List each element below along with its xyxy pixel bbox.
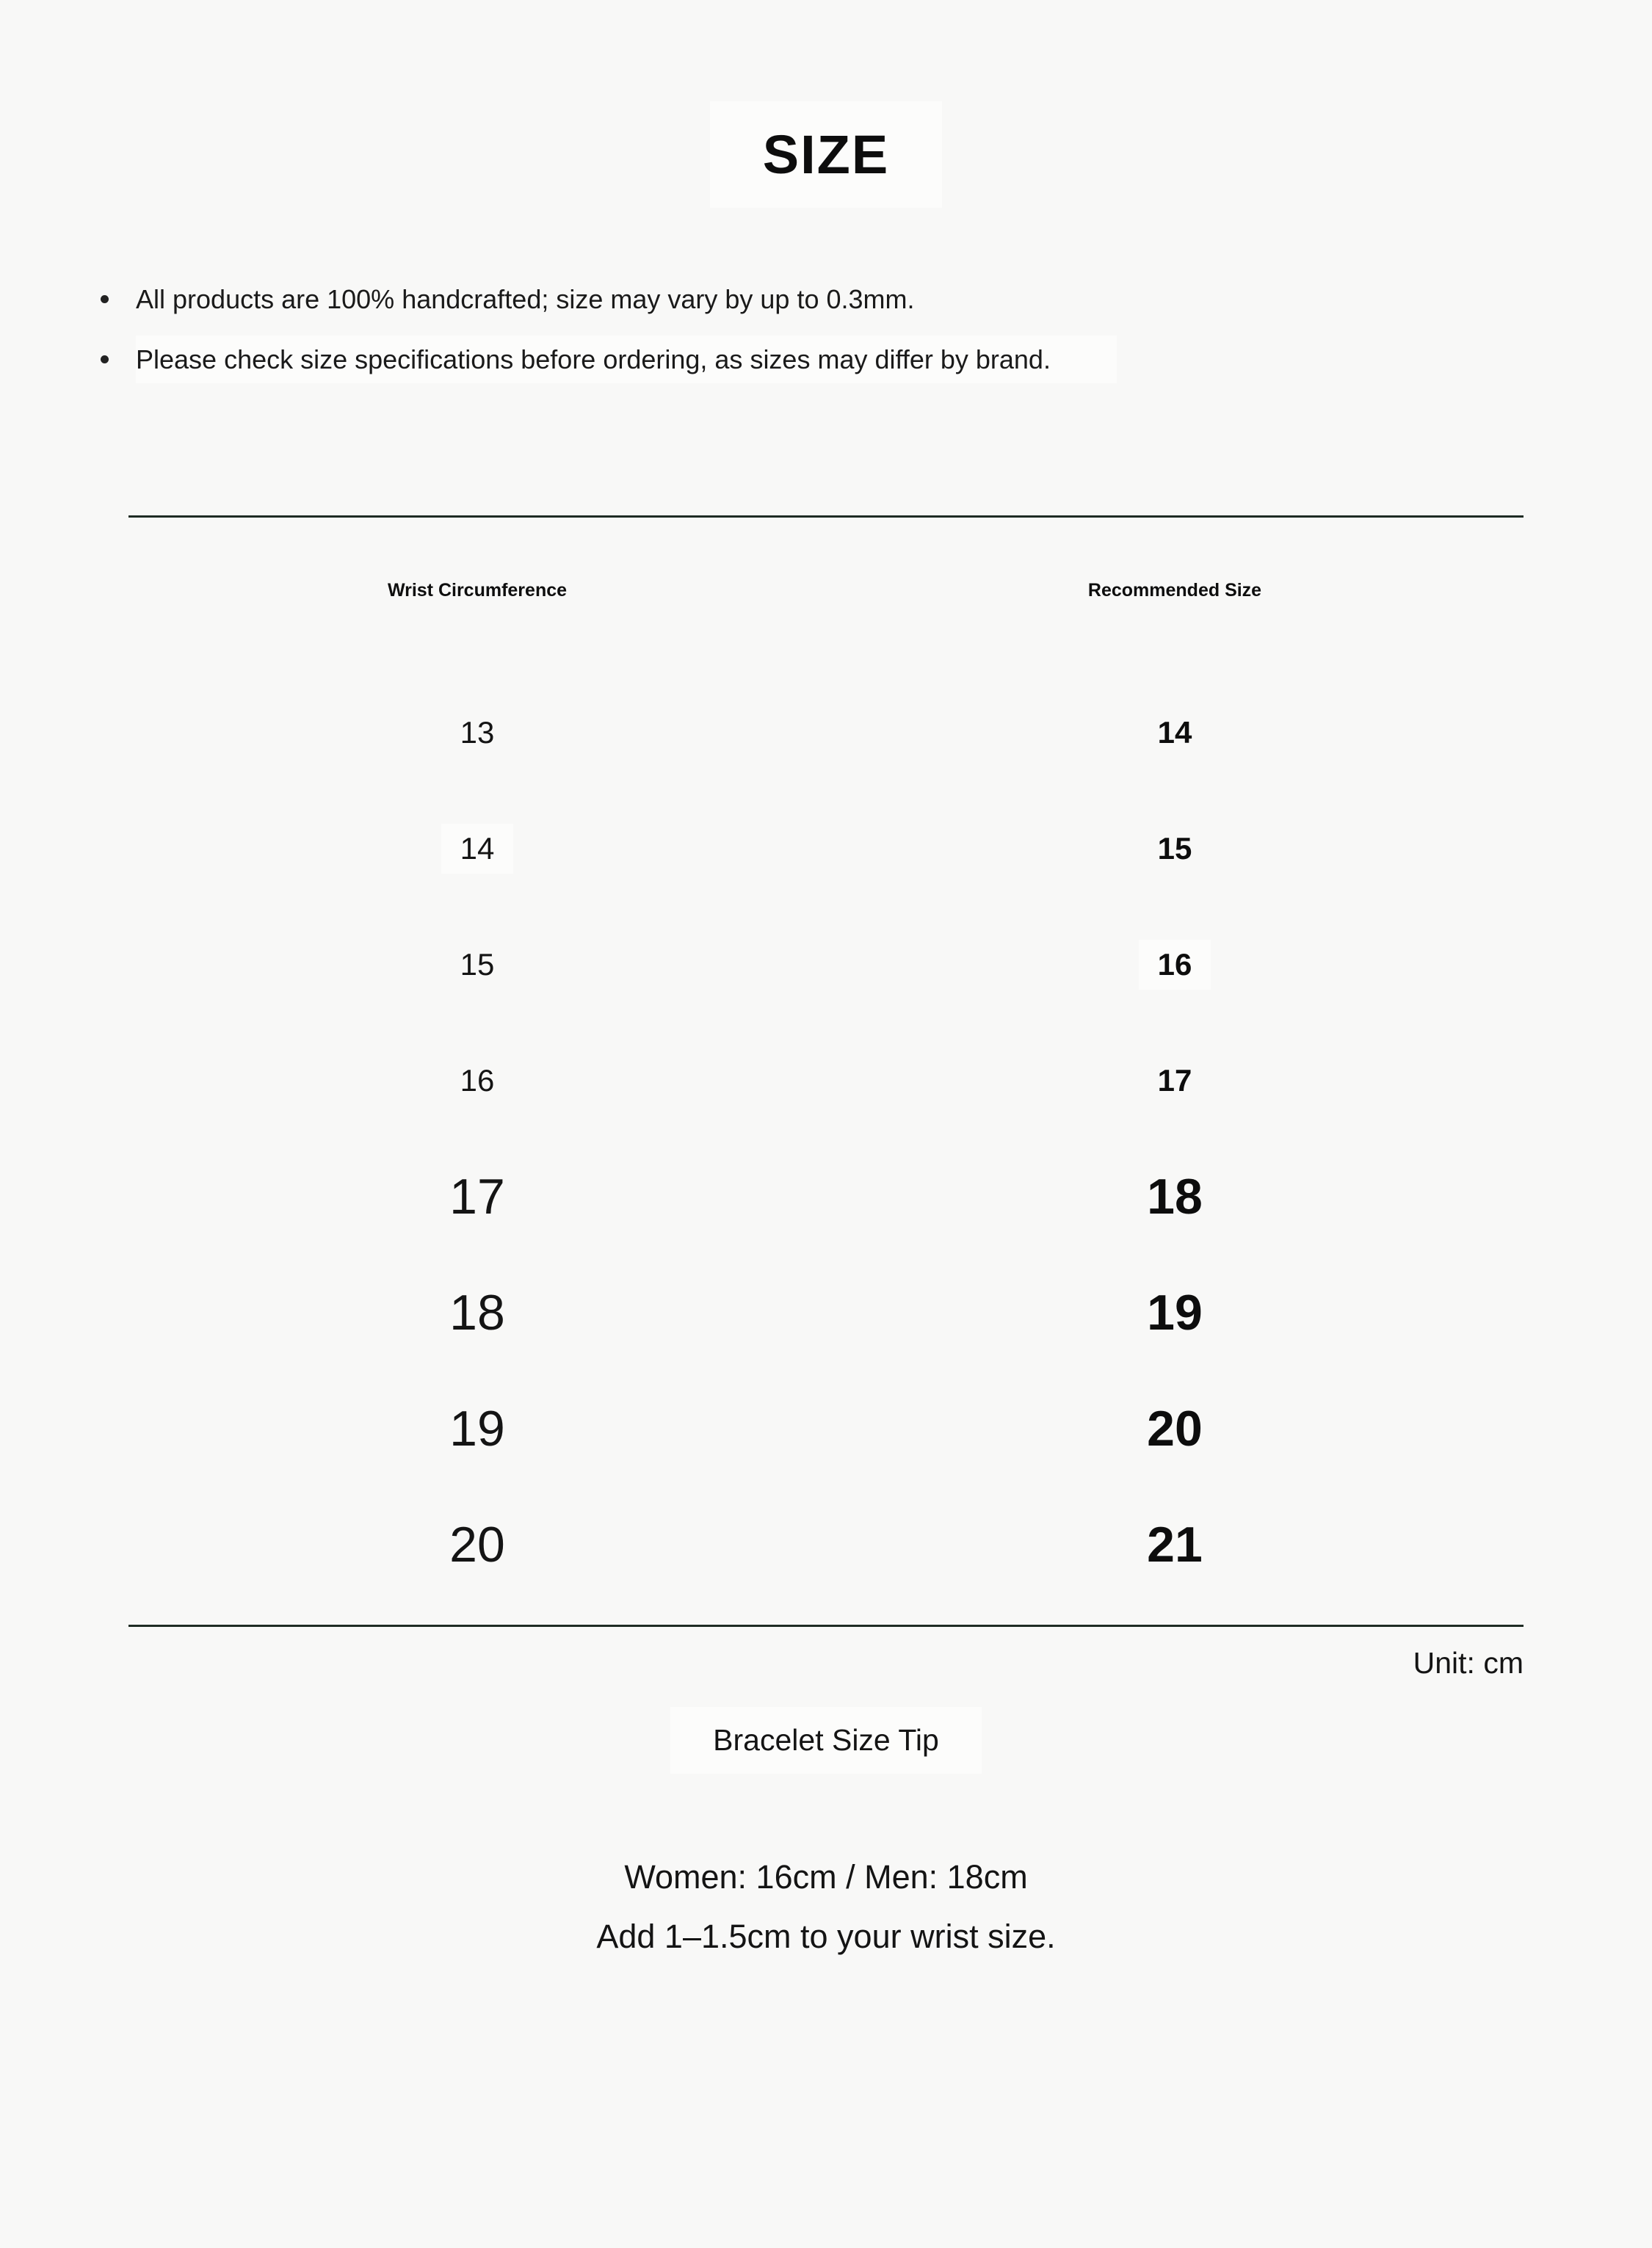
table-row bbox=[128, 1487, 1524, 1603]
bullet-icon bbox=[101, 295, 109, 303]
table-row bbox=[128, 1371, 1524, 1487]
table-row bbox=[128, 791, 1524, 907]
size-cell: 18 bbox=[1147, 1169, 1203, 1225]
page-title bbox=[0, 101, 1652, 208]
wrist-cell: 18 bbox=[449, 1285, 505, 1341]
tip-line: Add 1–1.5cm to your wrist size. bbox=[596, 1918, 1056, 1956]
wrist-cell: 16 bbox=[460, 1063, 495, 1098]
notes-list bbox=[101, 281, 1652, 383]
wrist-circumference-header: Wrist Circumference bbox=[387, 580, 568, 601]
wrist-value: 14 bbox=[441, 824, 514, 874]
size-value: 16 bbox=[1139, 940, 1211, 990]
wrist-cell: 17 bbox=[449, 1169, 505, 1225]
size-cell: 17 bbox=[1157, 1063, 1192, 1098]
table-row bbox=[128, 675, 1524, 791]
unit-label: Unit: cm bbox=[1413, 1646, 1524, 1680]
size-cell: 19 bbox=[1147, 1285, 1203, 1341]
page-title-text: SIZE bbox=[710, 101, 942, 208]
size-cell: 20 bbox=[1147, 1401, 1203, 1457]
recommended-size-header: Recommended Size bbox=[1087, 580, 1262, 601]
wrist-cell bbox=[128, 824, 826, 874]
wrist-cell: 15 bbox=[460, 947, 495, 982]
table-header-row bbox=[128, 518, 1524, 675]
tip-title bbox=[0, 1707, 1652, 1774]
wrist-cell: 20 bbox=[449, 1517, 505, 1573]
size-cell: 14 bbox=[1157, 715, 1192, 750]
wrist-cell: 13 bbox=[460, 715, 495, 750]
bracelet-size-tip bbox=[0, 1707, 1652, 1966]
wrist-cell: 19 bbox=[449, 1401, 505, 1457]
tip-title-text: Bracelet Size Tip bbox=[670, 1707, 982, 1774]
note-text: Please check size specifications before ordering, as sizes may differ by brand. bbox=[136, 336, 1117, 384]
table-row bbox=[128, 1255, 1524, 1371]
tip-line: Women: 16cm / Men: 18cm bbox=[624, 1858, 1028, 1896]
table-row bbox=[128, 1023, 1524, 1139]
size-cell: 21 bbox=[1147, 1517, 1203, 1573]
size-table bbox=[128, 515, 1524, 1627]
size-cell: 15 bbox=[1157, 831, 1192, 866]
table-row bbox=[128, 1139, 1524, 1255]
size-cell bbox=[826, 940, 1524, 990]
note-item bbox=[101, 336, 1652, 384]
note-text: All products are 100% handcrafted; size may vary by up to 0.3mm. bbox=[136, 284, 915, 314]
bullet-icon bbox=[101, 355, 109, 363]
tip-lines bbox=[0, 1847, 1652, 1966]
table-row bbox=[128, 907, 1524, 1023]
note-item bbox=[101, 281, 1652, 318]
